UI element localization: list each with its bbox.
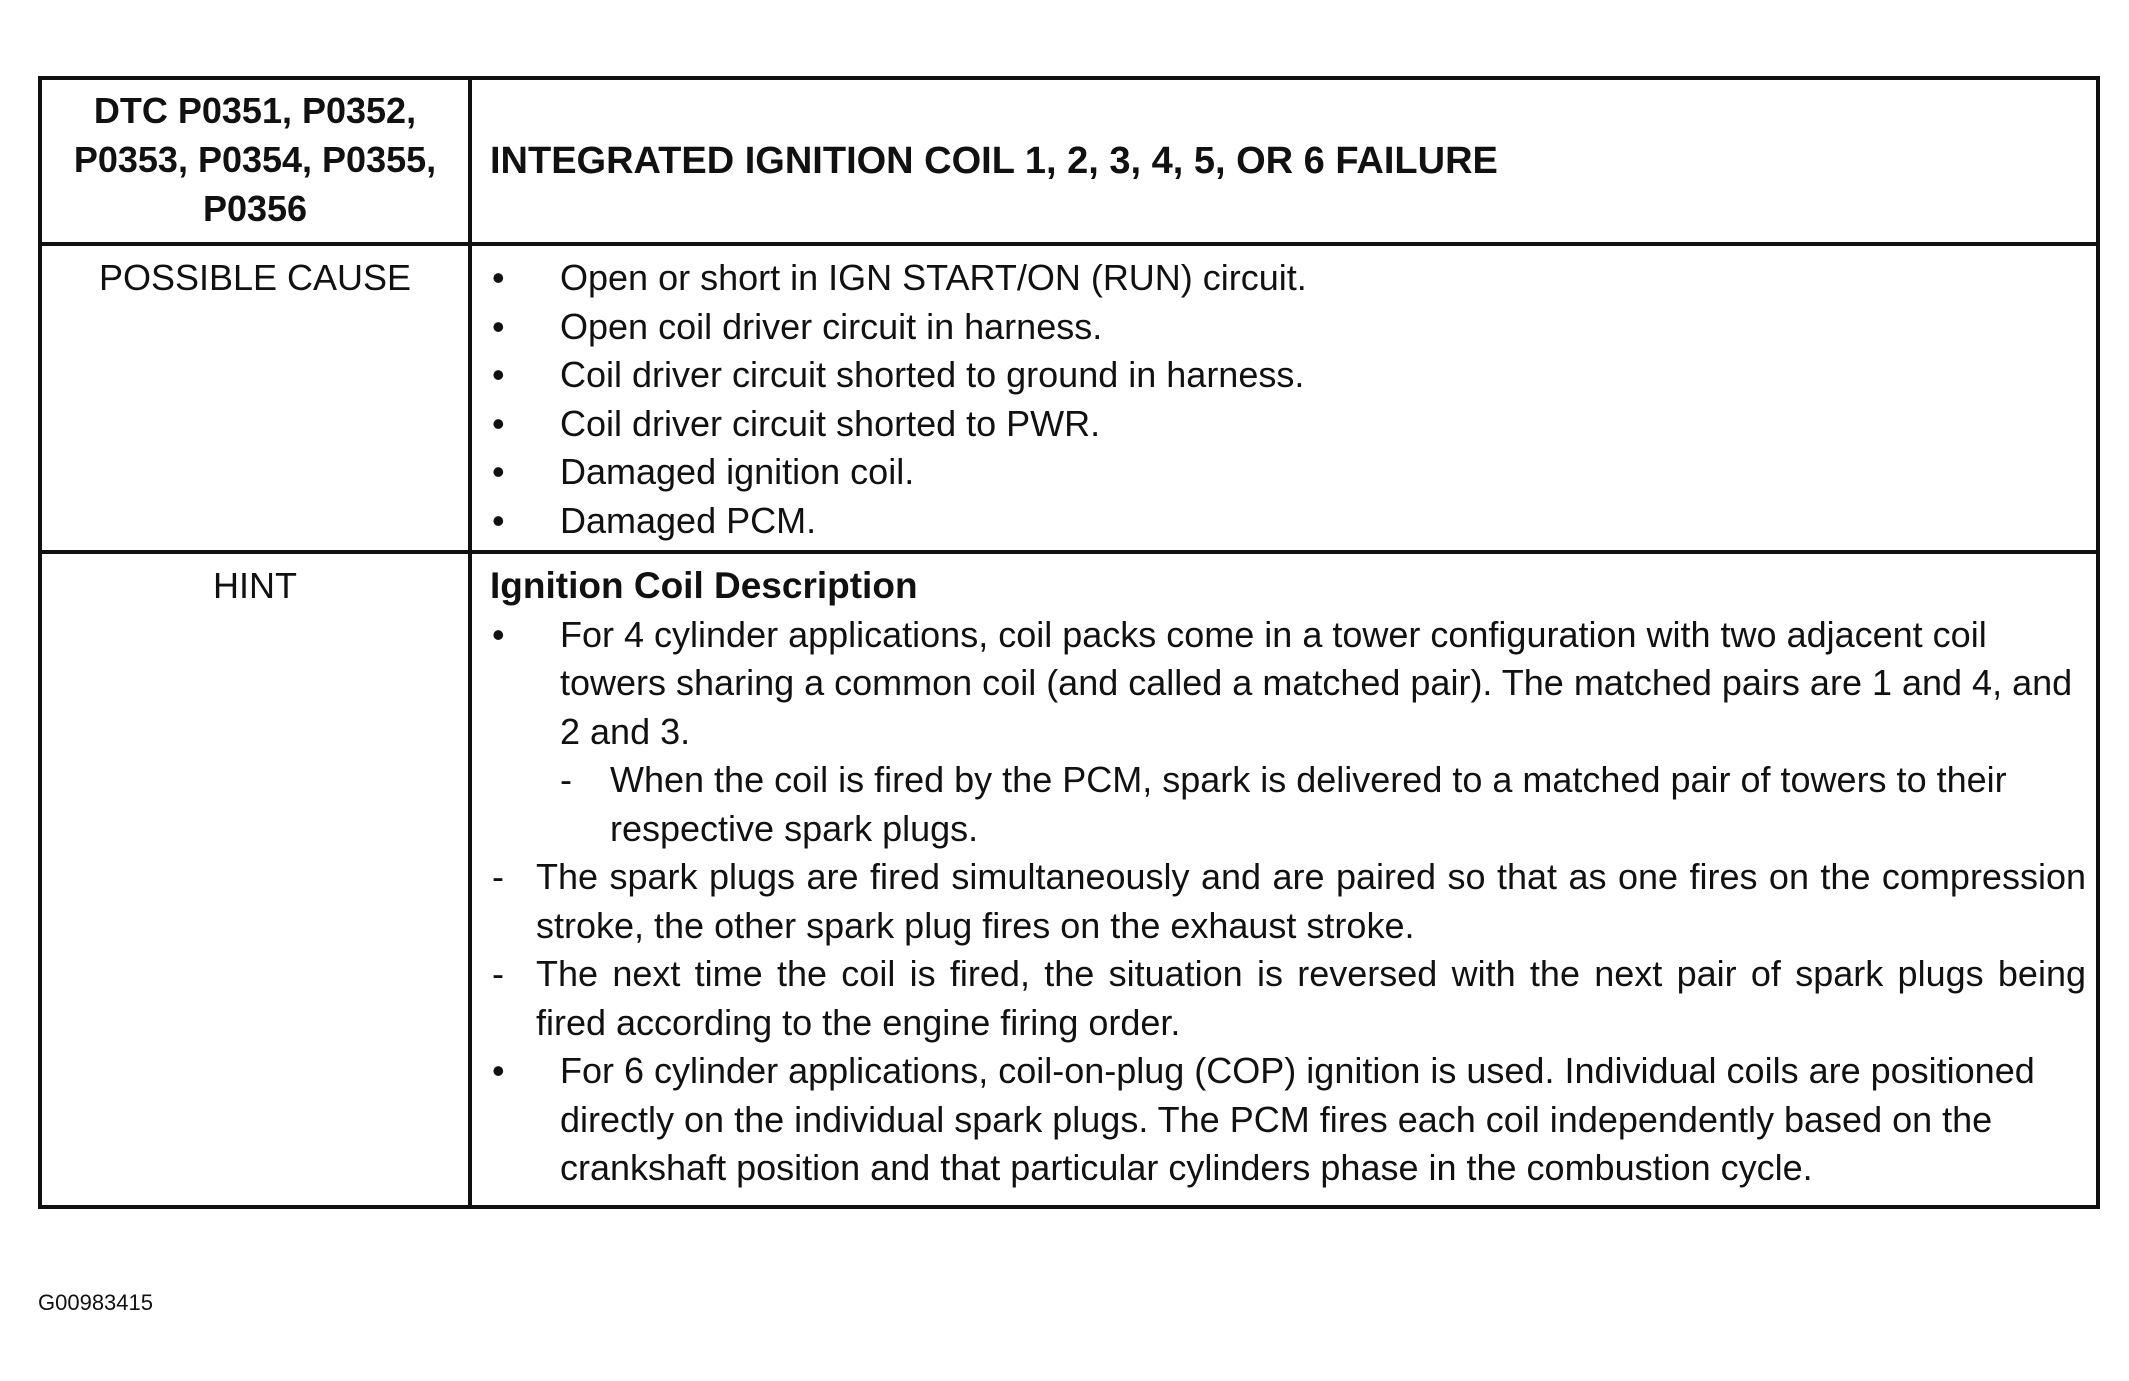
hint-dash-reversed: - The next time the coil is fired, the situation is reversed with the next pair of spark plugs being fired according to the engine firing order. xyxy=(490,950,2086,1047)
bullet-icon: • xyxy=(492,1050,505,1091)
dtc-codes-cell xyxy=(40,78,470,244)
hint-bullet-6-cylinder: • For 6 cylinder applications, coil-on-plug (COP) ignition is used. Individual coils are positioned directly on the individual spark plugs. The PCM fires each coil independently based on the crankshaft position and that particular cylinders phase in the combustion cycle. xyxy=(490,1047,2086,1193)
dtc-code-line: P0353, P0354, P0355, xyxy=(73,139,437,180)
dtc-code-line: P0356 xyxy=(202,188,308,229)
bullet-icon: • xyxy=(492,499,505,541)
possible-cause-row xyxy=(40,244,2098,552)
bullet-icon: • xyxy=(492,257,505,298)
list-item: • Coil driver circuit shorted to ground in harness. xyxy=(490,351,2086,400)
list-item: • Coil driver circuit shorted to PWR. xyxy=(490,400,2086,449)
dtc-table xyxy=(38,76,2100,1209)
dtc-code-line: DTC P0351, P0352, xyxy=(93,90,417,131)
list-item: • Open or short in IGN START/ON (RUN) circuit. xyxy=(490,254,2086,303)
dtc-title-cell xyxy=(470,78,2098,244)
figure-code: G00983415 xyxy=(38,1290,153,1315)
bullet-icon: • xyxy=(492,354,505,395)
possible-cause-list xyxy=(470,244,2098,552)
hint-content xyxy=(470,552,2098,1207)
hint-bullet-4-cylinder: • For 4 cylinder applications, coil packs come in a tower configuration with two adjacent coil towers sharing a common coil (and called a matched pair). The matched pairs are 1 and 4, and 2 and 3. xyxy=(490,611,2086,757)
dash-icon: - xyxy=(492,953,504,994)
bullet-icon: • xyxy=(492,402,505,444)
list-item: • Open coil driver circuit in harness. xyxy=(490,303,2086,352)
bullet-icon: • xyxy=(492,451,505,492)
bullet-icon: • xyxy=(492,305,505,347)
dash-icon: - xyxy=(560,759,572,800)
hint-title: Ignition Coil Description xyxy=(490,565,918,606)
bullet-icon: • xyxy=(492,613,505,655)
dash-icon: - xyxy=(492,856,504,897)
list-item: • Damaged ignition coil. xyxy=(490,448,2086,497)
list-item: • Damaged PCM. xyxy=(490,497,2086,546)
hint-row xyxy=(40,552,2098,1207)
possible-cause-label: POSSIBLE CAUSE xyxy=(40,244,470,552)
hint-dash-simultaneous: - The spark plugs are fired simultaneously and are paired so that as one fires on the compression stroke, the other spark plug fires on the exhaust stroke. xyxy=(490,853,2086,950)
hint-sub-dash-coil-fired: - When the coil is fired by the PCM, spark is delivered to a matched pair of towers to their respective spark plugs. xyxy=(490,756,2086,853)
dtc-title: INTEGRATED IGNITION COIL 1, 2, 3, 4, 5, OR 6 FAILURE xyxy=(490,139,1498,182)
header-row xyxy=(40,78,2098,244)
hint-label: HINT xyxy=(40,552,470,1207)
